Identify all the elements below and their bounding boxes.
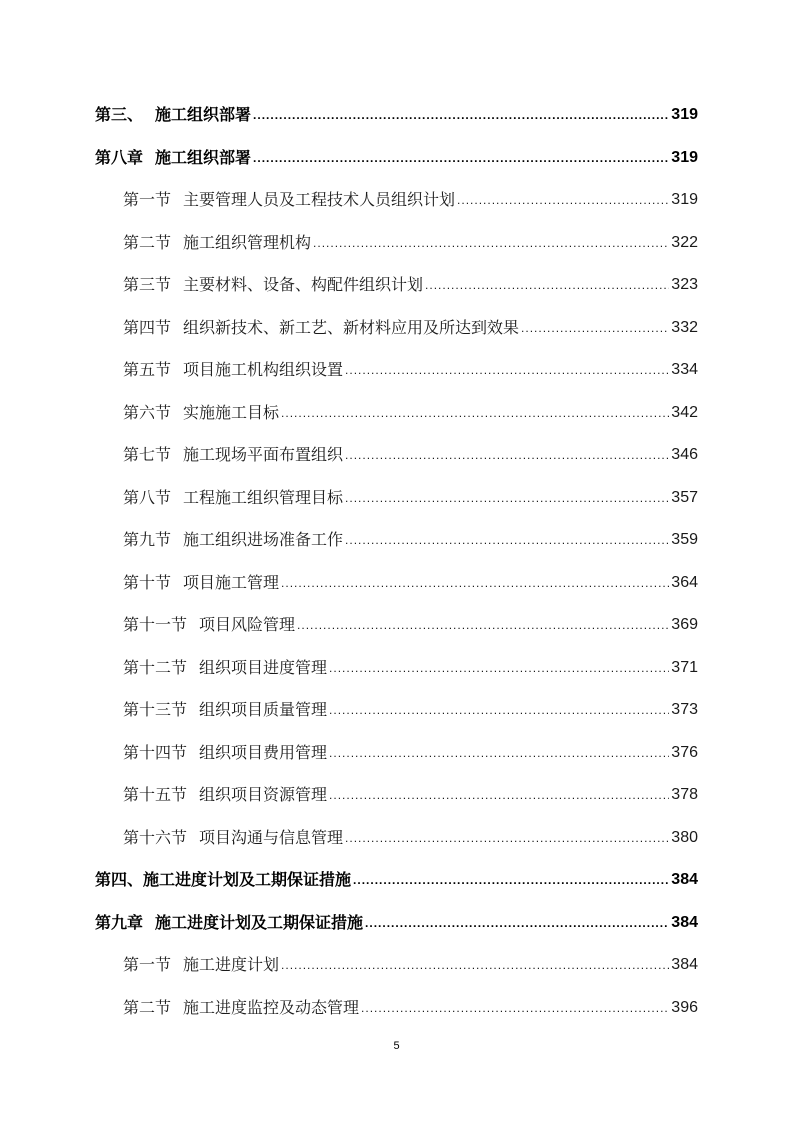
toc-entry-label: 第八节 工程施工组织管理目标: [123, 487, 344, 507]
dot-leader: [329, 739, 669, 767]
toc-page-number: 319: [671, 148, 698, 166]
toc-entry-chapter-9[interactable]: [95, 909, 698, 952]
toc-page-number: 384: [671, 956, 698, 973]
toc-page-number: 319: [671, 106, 698, 123]
toc-entry-label: 第二节 施工进度监控及动态管理: [123, 997, 360, 1017]
dot-leader: [361, 994, 669, 1022]
toc-entry-label: 第七节 施工现场平面布置组织: [123, 445, 344, 464]
toc-entry-section[interactable]: [95, 441, 698, 484]
toc-entry-label: 第三节 主要材料、设备、构配件组织计划: [123, 275, 424, 294]
toc-page-number: 384: [671, 913, 698, 931]
toc-page-number: 359: [671, 531, 698, 548]
dot-leader: [253, 101, 669, 129]
dot-leader: [329, 781, 669, 809]
toc-page-number: 342: [671, 403, 698, 421]
toc-entry-section[interactable]: [95, 526, 698, 569]
toc-entry-section[interactable]: [95, 739, 698, 782]
toc-entry-section[interactable]: [95, 186, 698, 229]
table-of-contents: [95, 101, 698, 1036]
toc-page-number: 396: [671, 998, 698, 1016]
toc-entry-section[interactable]: [95, 229, 698, 272]
toc-entry-label: 第三、 施工组织部署: [95, 105, 252, 124]
toc-entry-section[interactable]: [95, 781, 698, 824]
toc-entry-label: 第二节 施工组织管理机构: [123, 232, 312, 252]
toc-entry-section[interactable]: [95, 569, 698, 612]
toc-page-number: 323: [671, 276, 698, 293]
dot-leader: [345, 526, 669, 554]
toc-entry-label: 第十节 项目施工管理: [123, 572, 280, 592]
toc-page-number: 380: [671, 828, 698, 846]
toc-entry-section[interactable]: [95, 824, 698, 867]
dot-leader: [281, 399, 669, 427]
toc-page-number: 376: [671, 743, 698, 761]
toc-entry-section[interactable]: [95, 271, 698, 314]
toc-entry-label: 第十二节 组织项目进度管理: [123, 657, 328, 677]
toc-entry-section[interactable]: [95, 314, 698, 357]
dot-leader: [345, 824, 669, 852]
dot-leader: [345, 356, 669, 384]
toc-entry-section[interactable]: [95, 654, 698, 697]
toc-page-number: 369: [671, 616, 698, 633]
dot-leader: [425, 271, 669, 299]
dot-leader: [253, 144, 669, 172]
toc-entry-label: 第四节 组织新技术、新工艺、新材料应用及所达到效果: [123, 317, 520, 337]
toc-entry-label: 第一节 施工进度计划: [123, 955, 280, 974]
dot-leader: [329, 654, 669, 682]
toc-entry-label: 第六节 实施施工目标: [123, 402, 280, 422]
footer-page-number: 5: [393, 1040, 400, 1052]
dot-leader: [297, 611, 669, 639]
dot-leader: [365, 909, 669, 937]
toc-entry-section[interactable]: [95, 696, 698, 739]
dot-leader: [353, 866, 669, 894]
toc-entry-label: 第四、施工进度计划及工期保证措施: [95, 870, 352, 889]
toc-entry-label: 第九节 施工组织进场准备工作: [123, 530, 344, 549]
toc-page-number: 346: [671, 446, 698, 463]
toc-entry-label: 第十四节 组织项目费用管理: [123, 742, 328, 762]
toc-page-number: 371: [671, 658, 698, 676]
toc-entry-label: 第十五节 组织项目资源管理: [123, 785, 328, 804]
toc-entry-label: 第十一节 项目风险管理: [123, 615, 296, 634]
toc-page-number: 357: [671, 488, 698, 506]
toc-page-number: 384: [671, 871, 698, 888]
dot-leader: [329, 696, 669, 724]
toc-entry-section[interactable]: [95, 994, 698, 1037]
dot-leader: [345, 441, 669, 469]
toc-entry-label: 第十三节 组织项目质量管理: [123, 700, 328, 719]
toc-entry-section[interactable]: [95, 399, 698, 442]
toc-page-number: 334: [671, 361, 698, 378]
toc-entry-label: 第十六节 项目沟通与信息管理: [123, 827, 344, 847]
toc-entry-section[interactable]: [95, 484, 698, 527]
toc-entry-section[interactable]: [95, 611, 698, 654]
toc-entry-label: 第五节 项目施工机构组织设置: [123, 360, 344, 379]
toc-entry-section[interactable]: [95, 356, 698, 399]
toc-page-number: 373: [671, 701, 698, 718]
dot-leader: [281, 951, 669, 979]
toc-entry-part-4[interactable]: [95, 866, 698, 909]
toc-page-number: 364: [671, 573, 698, 591]
toc-entry-chapter-8[interactable]: [95, 144, 698, 187]
toc-entry-section[interactable]: [95, 951, 698, 994]
toc-entry-label: 第九章 施工进度计划及工期保证措施: [95, 912, 364, 932]
toc-page-number: 332: [671, 318, 698, 336]
dot-leader: [521, 314, 669, 342]
toc-entry-label: 第一节 主要管理人员及工程技术人员组织计划: [123, 190, 456, 209]
dot-leader: [457, 186, 669, 214]
dot-leader: [281, 569, 669, 597]
dot-leader: [313, 229, 669, 257]
toc-entry-label: 第八章 施工组织部署: [95, 147, 252, 167]
toc-page-number: 378: [671, 786, 698, 803]
dot-leader: [345, 484, 669, 512]
toc-entry-part-3[interactable]: [95, 101, 698, 144]
toc-page-number: 319: [671, 191, 698, 208]
toc-page-number: 322: [671, 233, 698, 251]
